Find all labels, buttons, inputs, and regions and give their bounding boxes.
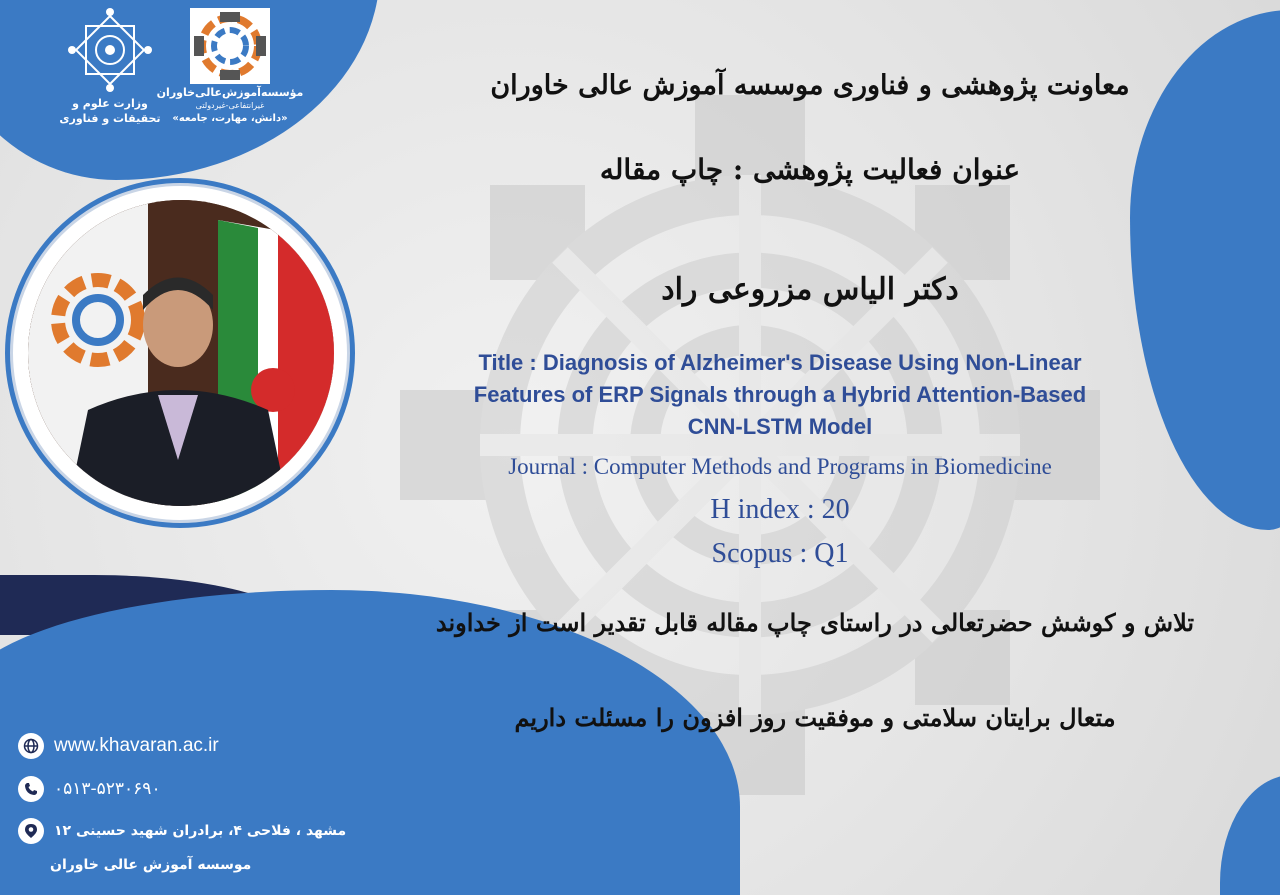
globe-icon: [18, 733, 44, 759]
location-pin-icon: [18, 818, 44, 844]
address-text: مشهد ، فلاحی ۴، برادران شهید حسینی ۱۲: [54, 823, 347, 839]
institute-logo: [156, 8, 304, 126]
address-row: [18, 818, 346, 844]
person-name: دکتر الیاس مزروعی راد: [661, 272, 959, 307]
website-text[interactable]: www.khavaran.ac.ir: [54, 735, 219, 756]
h-index-line: H index : 20: [710, 494, 850, 525]
bottom-right-blob: [1220, 775, 1280, 895]
title-line-1: Title : Diagnosis of Alzheimer's Disease Using Non-Linear: [478, 350, 1082, 375]
journal-line: Journal : Computer Methods and Programs in Biomedicine: [508, 454, 1052, 479]
message-line-2: متعال برایتان سلامتی و موفقیت روز افزون را مسئلت داریم: [514, 703, 1116, 732]
ministry-name: وزارت علوم و تحقیقات و فناوری: [59, 97, 161, 125]
phone-row[interactable]: [18, 776, 161, 802]
paper-title: [370, 347, 1190, 443]
institute-name: مؤسسه‌آموزش‌عالی‌خاوران: [156, 86, 304, 99]
phone-text[interactable]: ۰۵۱۳-۵۲۳۰۶۹۰: [54, 779, 161, 799]
title-line-3: CNN-LSTM Model: [687, 414, 873, 439]
ministry-logo: [55, 8, 165, 126]
scopus-line: Scopus : Q1: [711, 538, 849, 569]
website-row[interactable]: [18, 733, 219, 759]
institute-sub: غیرانتفاعی-غیردولتی: [195, 101, 265, 110]
institute-motto: «دانش، مهارت، جامعه»: [172, 113, 288, 124]
portrait-photo: [28, 200, 334, 506]
ministry-emblem-icon: [68, 8, 152, 92]
phone-icon: [18, 776, 44, 802]
message-line-1: تلاش و کوشش حضرتعالی در راستای چاپ مقاله قابل تقدیر است از خداوند: [435, 608, 1195, 637]
title-line-2: Features of ERP Signals through a Hybrid Attention-Based: [473, 382, 1087, 407]
org-line: معاونت پژوهشی و فناوری موسسه آموزش عالی خاوران: [490, 70, 1130, 101]
institute-footer: موسسه آموزش عالی خاوران: [50, 857, 252, 873]
activity-line: عنوان فعالیت پژوهشی : چاپ مقاله: [599, 153, 1021, 186]
institute-emblem-icon: [190, 8, 270, 84]
